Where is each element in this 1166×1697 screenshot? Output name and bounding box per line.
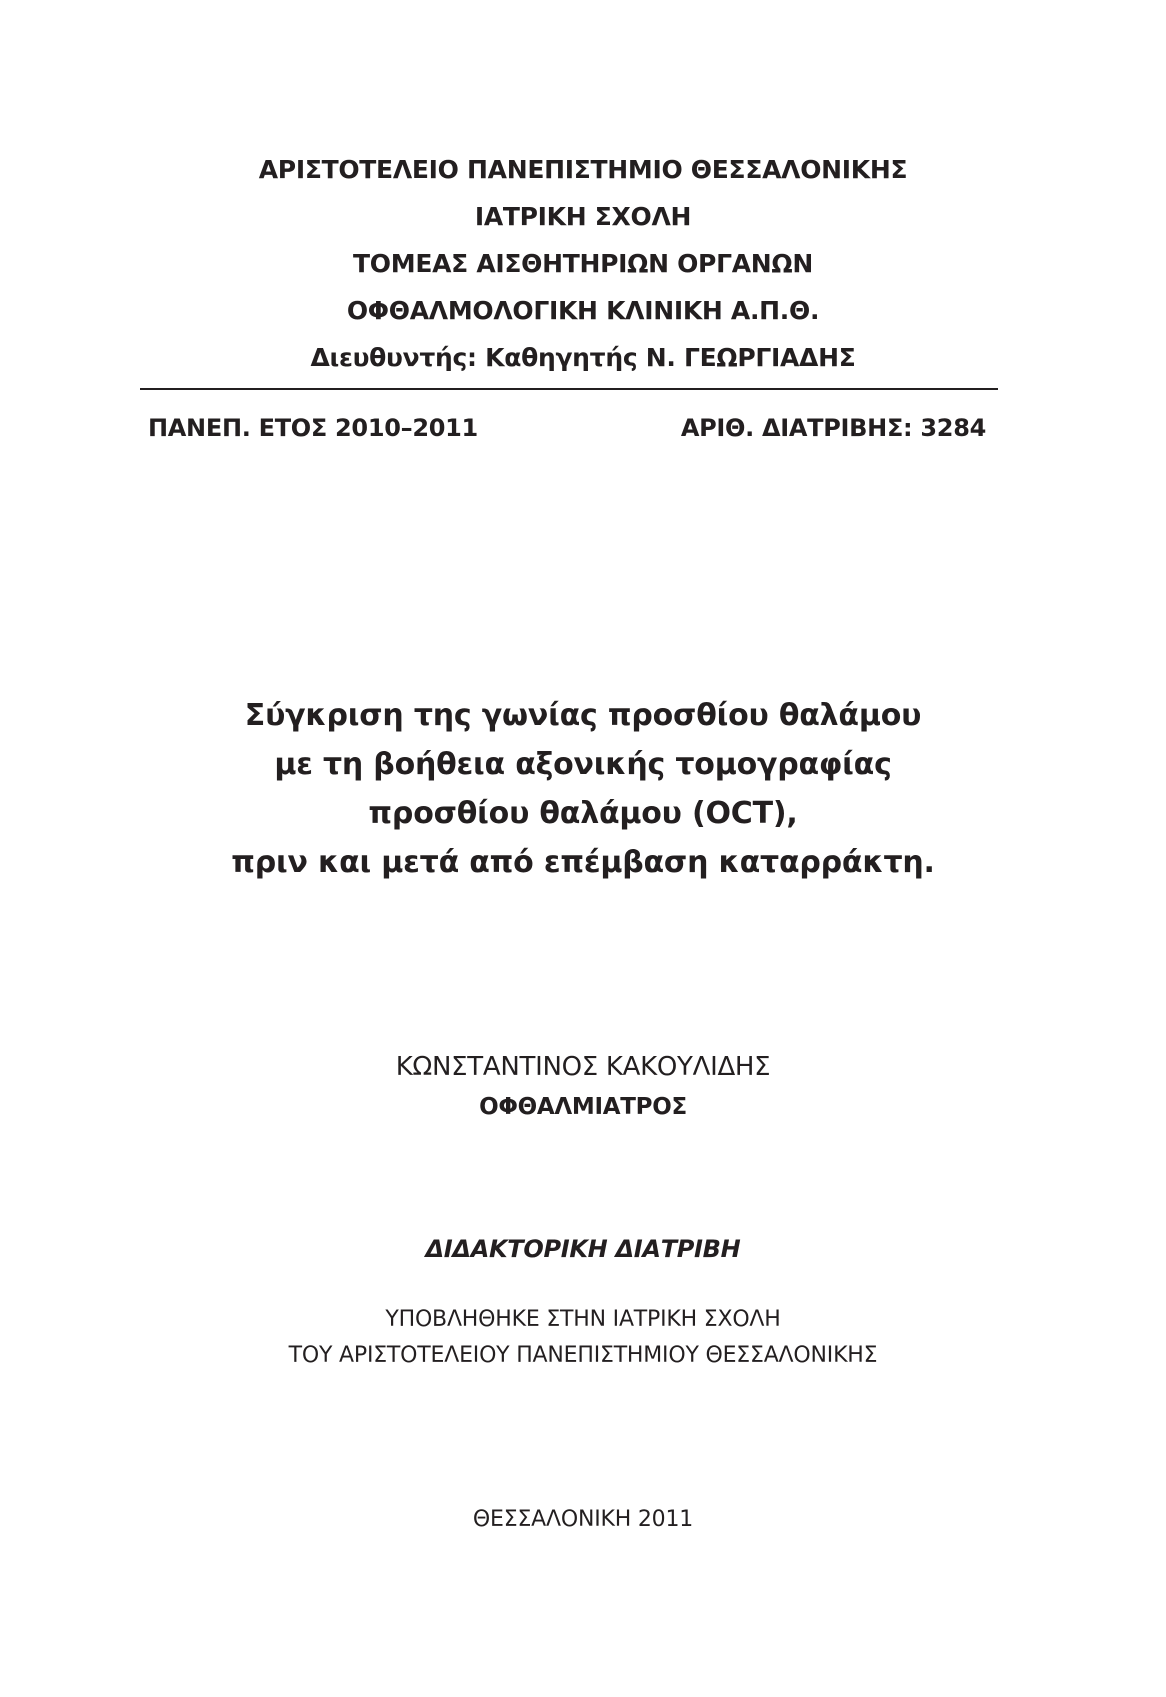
department-name: ΤΟΜΕΑΣ ΑΙΣΘΗΤΗΡΙΩΝ ΟΡΓΑΝΩΝ (353, 249, 813, 278)
author-profession: ΟΦΘΑΛΜΙΑΤΡΟΣ (479, 1094, 687, 1120)
university-name: ΑΡΙΣΤΟΤΕΛΕΙΟ ΠΑΝΕΠΙΣΤΗΜΙΟ ΘΕΣΣΑΛΟΝΙΚΗΣ (258, 155, 908, 184)
place-year: ΘΕΣΣΑΛΟΝΙΚΗ 2011 (472, 1507, 694, 1532)
academic-year: ΠΑΝΕΠ. ΕΤΟΣ 2010–2011 (148, 414, 478, 442)
thesis-title-line-1: Σύγκριση της γωνίας προσθίου θαλάμου (244, 698, 922, 733)
school-name: ΙΑΤΡΙΚΗ ΣΧΟΛΗ (474, 202, 692, 231)
thesis-title-line-4: πριν και μετά από επέμβαση καταρράκτη. (231, 845, 935, 880)
header-divider (140, 388, 998, 390)
thesis-title-line-2: με τη βοήθεια αξονικής τομογραφίας (274, 747, 892, 782)
submitted-line-1: ΥΠΟΒΛΗΘΗΚΕ ΣΤΗΝ ΙΑΤΡΙΚΗ ΣΧΟΛΗ (385, 1307, 781, 1332)
author-name: ΚΩΝΣΤΑΝΤΙΝΟΣ ΚΑΚΟΥΛΙΔΗΣ (395, 1052, 771, 1082)
clinic-name: ΟΦΘΑΛΜΟΛΟΓΙΚΗ ΚΛΙΝΙΚΗ Α.Π.Θ. (346, 296, 820, 325)
director-line: Διευθυντής: Καθηγητής Ν. ΓΕΩΡΓΙΑΔΗΣ (310, 343, 856, 372)
submitted-line-2: ΤΟΥ ΑΡΙΣΤΟΤΕΛΕΙΟΥ ΠΑΝΕΠΙΣΤΗΜΙΟΥ ΘΕΣΣΑΛΟΝΙΚΗΣ (288, 1343, 878, 1368)
thesis-type: ΔΙΔΑΚΤΟΡΙΚΗ ΔΙΑΤΡΙΒΗ (425, 1235, 741, 1263)
thesis-number: ΑΡΙΘ. ΔΙΑΤΡΙΒΗΣ: 3284 (680, 414, 986, 442)
thesis-title-line-3: προσθίου θαλάμου (OCT), (368, 796, 798, 831)
